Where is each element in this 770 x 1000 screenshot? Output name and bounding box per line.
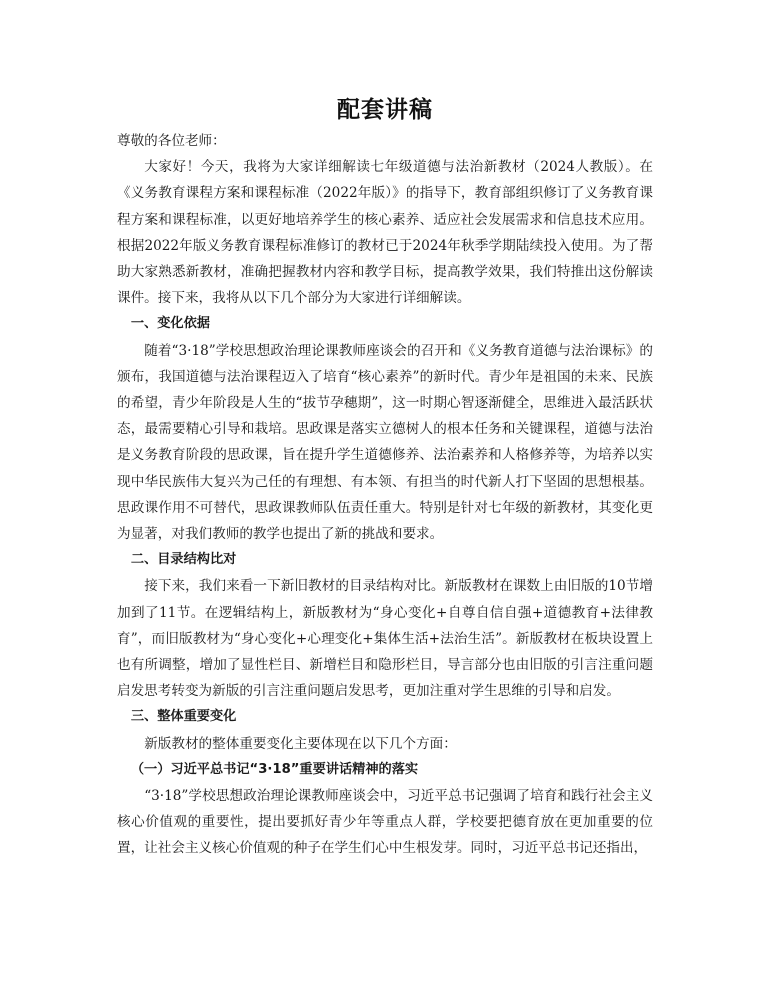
section-heading-changes: 三、整体重要变化 [130,709,237,725]
intro-paragraph: 大家好！今天，我将为大家详细解读七年级道德与法治新教材（2024人教版）。在《义务教育课程方案和课程标准（2022年版）》的指导下，教育部组织修订了义务教育课程方案和课程标准，以更好地培养学生的核心素养、适应社会发展需求和信息技术应用。根据2022年版义务教育课程标准修订的教材已于2024年秋季学期陆续投入使用。为了帮助大家熟悉新教材，准确把握教材内容和教学目标，提高教学效果，我们特推出这份解读课件。接下来，我将从以下几个部分为大家进行详细解读。 [117,159,653,307]
section-heading-basis: 一、变化依据 [130,316,210,332]
section-body-basis: 随着“3·18”学校思想政治理论课教师座谈会的召开和《义务教育道德与法治课标》的颁布，我国道德与法治课程迈入了培育“核心素养”的新时代。青少年是祖国的未来、民族的希望，青少年阶段是人生的“拔节孕穗期”，这一时期心智逐渐健全，思维进入最活跃状态，最需要精心引导和栽培。思政课是落实立德树人的根本任务和关键课程，道德与法治是义务教育阶段的思政课，旨在提升学生道德修养、法治素养和人格修养等，为培养以实现中华民族伟大复兴为己任的有理想、有本领、有担当的时代新人打下坚固的思想根基。思政课作用不可替代，思政课教师队伍责任重大。特别是针对七年级的新教材，其变化更为显著，对我们教师的教学也提出了新的挑战和要求。 [117,342,653,543]
subsection-body-speech: “3·18”学校思想政治理论课教师座谈会中，习近平总书记强调了培育和践行社会主义核心价值观的重要性，提出要抓好青少年等重点人群，学校要把德育放在更加重要的位置，让社会主义核心价值观的种子在学生们心中生根发芽。同时，习近平总书记还指出， [117,788,653,857]
section-heading-structure: 二、目录结构比对 [130,552,237,568]
salutation: 尊敬的各位老师： [117,133,226,149]
page-title: 配套讲稿 [337,97,433,123]
section-body-structure: 接下来，我们来看一下新旧教材的目录结构对比。新版教材在课数上由旧版的10节增加到了11节。在逻辑结构上，新版教材为“身心变化+自尊自信自强+道德教育+法律教育”，而旧版教材为“身心变化+心理变化+集体生活+法治生活”。新版教材在板块设置上也有所调整，增加了显性栏目、新增栏目和隐形栏目，导言部分也由旧版的引言注重问题启发思考转变为新版的引言注重问题启发思考，更加注重对学生思维的引导和启发。 [117,578,653,700]
section-body-changes: 新版教材的整体重要变化主要体现在以下几个方面： [144,735,457,752]
document-body [117,128,653,862]
subsection-heading-speech: （一）习近平总书记“3·18”重要讲话精神的落实 [130,761,419,777]
